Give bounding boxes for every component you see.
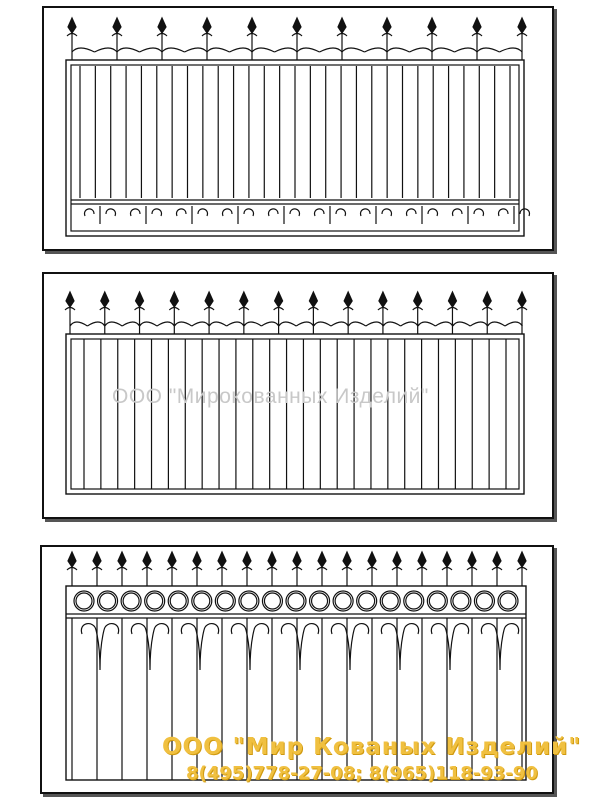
ring (404, 591, 424, 611)
spear-head (493, 552, 501, 567)
company-phones: 8(495)778-27-08; 8(965)118-93-90 (186, 763, 538, 784)
ring (474, 591, 494, 611)
ring (427, 591, 447, 611)
spear-head (218, 552, 226, 567)
ring (98, 591, 118, 611)
ring-inner (264, 593, 280, 609)
ring (121, 591, 141, 611)
spear-head (168, 552, 176, 567)
ring-inner (194, 593, 210, 609)
ring-inner (123, 593, 139, 609)
spear-head (418, 552, 426, 567)
ring-inner (312, 593, 328, 609)
ring (74, 591, 94, 611)
ring-inner (359, 593, 375, 609)
ring (239, 591, 259, 611)
ring (357, 591, 377, 611)
c-scroll-pair (81, 624, 118, 670)
spear-head (368, 552, 376, 567)
ring-inner (429, 593, 445, 609)
ring-inner (100, 593, 116, 609)
ring-inner (500, 593, 516, 609)
c-scroll-pair (481, 624, 518, 670)
spear-head (118, 552, 126, 567)
ring (192, 591, 212, 611)
spear-head (268, 552, 276, 567)
ring (451, 591, 471, 611)
ring (286, 591, 306, 611)
ring-inner (241, 593, 257, 609)
ring (310, 591, 330, 611)
c-scroll-pair (281, 624, 318, 670)
ring (168, 591, 188, 611)
ring-inner (217, 593, 233, 609)
spear-head (468, 552, 476, 567)
spear-head (143, 552, 151, 567)
spear-head (343, 552, 351, 567)
ring-inner (170, 593, 186, 609)
ring-inner (76, 593, 92, 609)
c-scroll-pair (131, 624, 168, 670)
spear-head (243, 552, 251, 567)
ring-inner (406, 593, 422, 609)
ring (215, 591, 235, 611)
spear-head (318, 552, 326, 567)
c-scroll-pair (431, 624, 468, 670)
ring-inner (147, 593, 163, 609)
ring-inner (476, 593, 492, 609)
ring-inner (382, 593, 398, 609)
spear-head (443, 552, 451, 567)
ring (145, 591, 165, 611)
ring-inner (335, 593, 351, 609)
spear-head (518, 552, 526, 567)
c-scroll-pair (181, 624, 218, 670)
spear-head (293, 552, 301, 567)
c-scroll-pair (231, 624, 268, 670)
ring (262, 591, 282, 611)
spear-head (93, 552, 101, 567)
ring (498, 591, 518, 611)
ring (333, 591, 353, 611)
watermark-text: ООО "Мирокованных Изделий" (112, 385, 429, 408)
spear-head (393, 552, 401, 567)
spear-head (193, 552, 201, 567)
ring-inner (453, 593, 469, 609)
c-scroll-pair (331, 624, 368, 670)
spear-head (68, 552, 76, 567)
c-scroll-pair (381, 624, 418, 670)
ring (380, 591, 400, 611)
company-name: ООО "Мир Кованых Изделий" (162, 734, 582, 760)
ring-inner (288, 593, 304, 609)
